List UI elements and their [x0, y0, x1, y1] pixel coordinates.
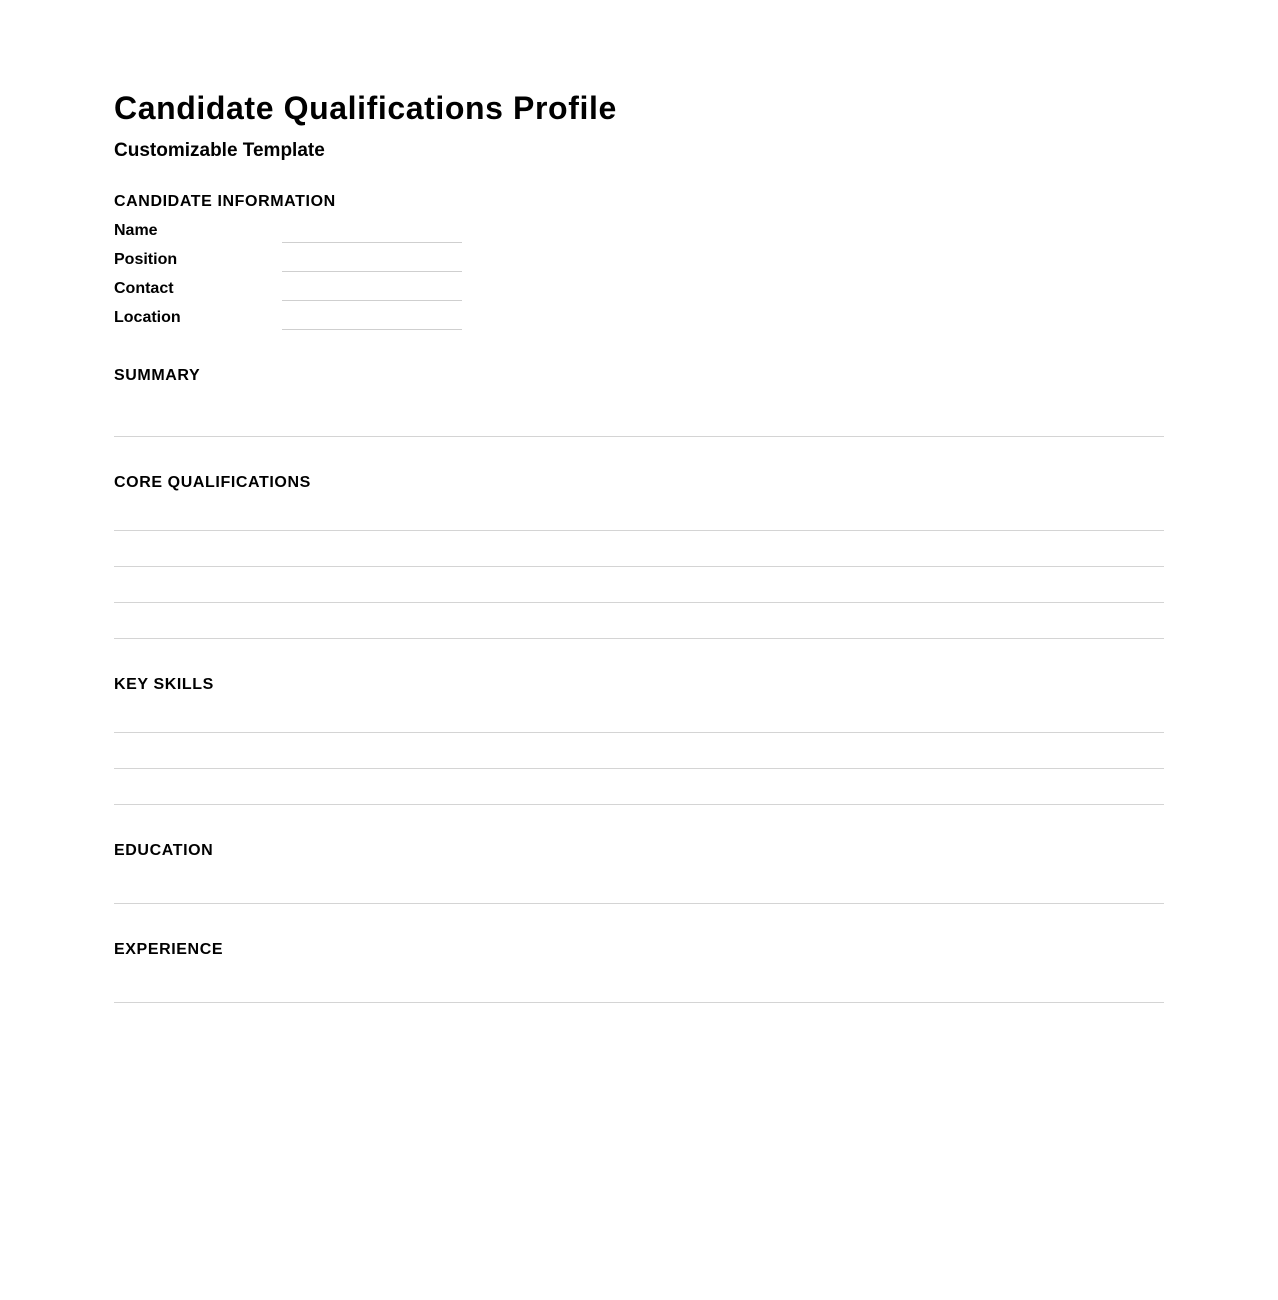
summary-line[interactable]	[114, 436, 1164, 437]
position-field-line[interactable]	[282, 271, 462, 272]
education-heading: EDUCATION	[114, 842, 214, 859]
core-qualifications-heading: CORE QUALIFICATIONS	[114, 474, 311, 491]
core-qualifications-line[interactable]	[114, 602, 1164, 603]
contact-field-label: Contact	[114, 280, 174, 297]
core-qualifications-line[interactable]	[114, 530, 1164, 531]
experience-line[interactable]	[114, 1002, 1164, 1003]
name-field-line[interactable]	[282, 242, 462, 243]
document-subtitle: Customizable Template	[114, 140, 325, 161]
key-skills-line[interactable]	[114, 732, 1164, 733]
experience-heading: EXPERIENCE	[114, 941, 224, 958]
name-field-row	[114, 222, 462, 251]
key-skills-line[interactable]	[114, 804, 1164, 805]
education-line[interactable]	[114, 903, 1164, 904]
location-field-line[interactable]	[282, 329, 462, 330]
core-qualifications-line[interactable]	[114, 638, 1164, 639]
location-field-label: Location	[114, 309, 181, 326]
core-qualifications-line[interactable]	[114, 566, 1164, 567]
contact-field-line[interactable]	[282, 300, 462, 301]
location-field-row	[114, 309, 462, 338]
candidate-information-heading: CANDIDATE INFORMATION	[114, 193, 336, 210]
document-title: Candidate Qualifications Profile	[114, 90, 617, 126]
summary-heading: SUMMARY	[114, 367, 201, 384]
position-field-label: Position	[114, 251, 178, 268]
position-field-row	[114, 251, 462, 280]
name-field-label: Name	[114, 222, 158, 239]
key-skills-line[interactable]	[114, 768, 1164, 769]
contact-field-row	[114, 280, 462, 309]
key-skills-heading: KEY SKILLS	[114, 676, 214, 693]
